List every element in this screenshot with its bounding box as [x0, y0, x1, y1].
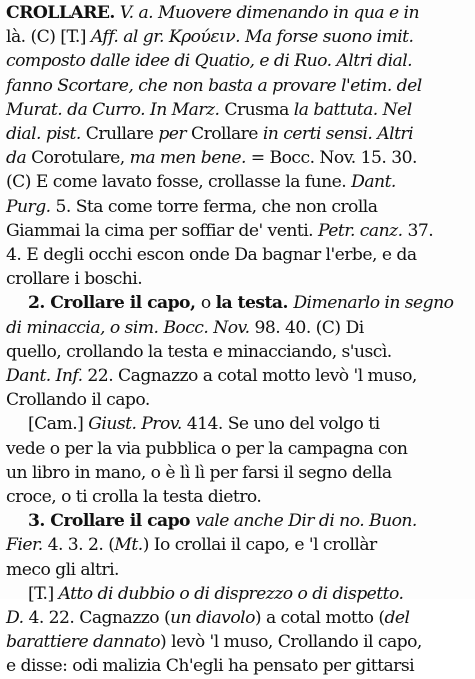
- entry-line: 2. Crollare il capo, o la testa. Dimenarlo in segno: [28, 293, 454, 314]
- entry-line: là. (C) [T.] Aff. al gr. Κρούειν. Ma forse suono imit.: [6, 27, 414, 48]
- entry-line: Purg. 5. Sta come torre ferma, che non crolla: [6, 196, 378, 217]
- entry-line: 3. Crollare il capo vale anche Dir di no. Buon.: [28, 511, 417, 532]
- entry-line: crollare i boschi.: [6, 269, 143, 290]
- entry-line: Crollando il capo.: [6, 390, 150, 411]
- entry-line: quello, crollando la testa e minacciando, s'uscì.: [6, 341, 392, 362]
- entry-line: vede o per la via pubblica o per la campagna con: [6, 438, 408, 459]
- entry-line: meco gli altri.: [6, 559, 119, 580]
- sense-heading: Crollare il capo: [50, 511, 196, 532]
- entry-line: barattiere dannato) levò 'l muso, Crollando il capo,: [6, 632, 422, 653]
- sense-number: 3.: [28, 511, 51, 532]
- entry-line: croce, o ti crolla la testa dietro.: [6, 487, 262, 508]
- entry-line: di minaccia, o sim. Bocc. Nov. 98. 40. (C) Di: [6, 317, 364, 338]
- entry-line: dial. pist. Crullare per Crollare in certi sensi. Altri: [6, 124, 414, 145]
- headword: CROLLARE.: [6, 3, 115, 23]
- entry-line: [T.] Atto di dubbio o di disprezzo o di dispetto.: [28, 583, 404, 604]
- sense-heading: Crollare il capo,: [50, 293, 201, 314]
- entry-line: Murat. da Curro. In Marz. Crusma la battuta. Nel: [6, 99, 412, 120]
- entry-line: e disse: odi malizia Ch'egli ha pensato per gittarsi: [6, 656, 415, 677]
- entry-line: CROLLARE. V. a. Muovere dimenando in qua e in: [6, 3, 419, 23]
- entry-line: Dant. Inf. 22. Cagnazzo a cotal motto levò 'l muso,: [6, 366, 417, 387]
- entry-line: Giammai la cima per soffiar de' venti. Petr. canz. 37.: [6, 220, 434, 241]
- entry-line: D. 4. 22. Cagnazzo (un diavolo) a cotal motto (del: [6, 608, 410, 629]
- entry-line: fanno Scortare, che non basta a provare l'etim. del: [6, 75, 422, 96]
- entry-line: (C) E come lavato fosse, crollasse la fune. Dant.: [6, 172, 396, 193]
- entry-line: composto dalle idee di Quatio, e di Ruo. Altri dial.: [6, 51, 413, 72]
- entry-line: [Cam.] Giust. Prov. 414. Se uno del volgo ti: [28, 414, 380, 435]
- entry-line: Fier. 4. 3. 2. (Mt.) Io crollai il capo, e 'l crollàr: [6, 535, 377, 556]
- entry-line: un libro in mano, o è lì lì per farsi il segno della: [6, 462, 392, 483]
- entry-crollare: [6, 1, 471, 679]
- entry-line: 4. E degli occhi escon onde Da bagnar l'erbe, e da: [6, 245, 417, 266]
- entry-line: da Corotulare, ma men bene. = Bocc. Nov. 15. 30.: [6, 148, 417, 169]
- sense-number: 2.: [28, 293, 51, 314]
